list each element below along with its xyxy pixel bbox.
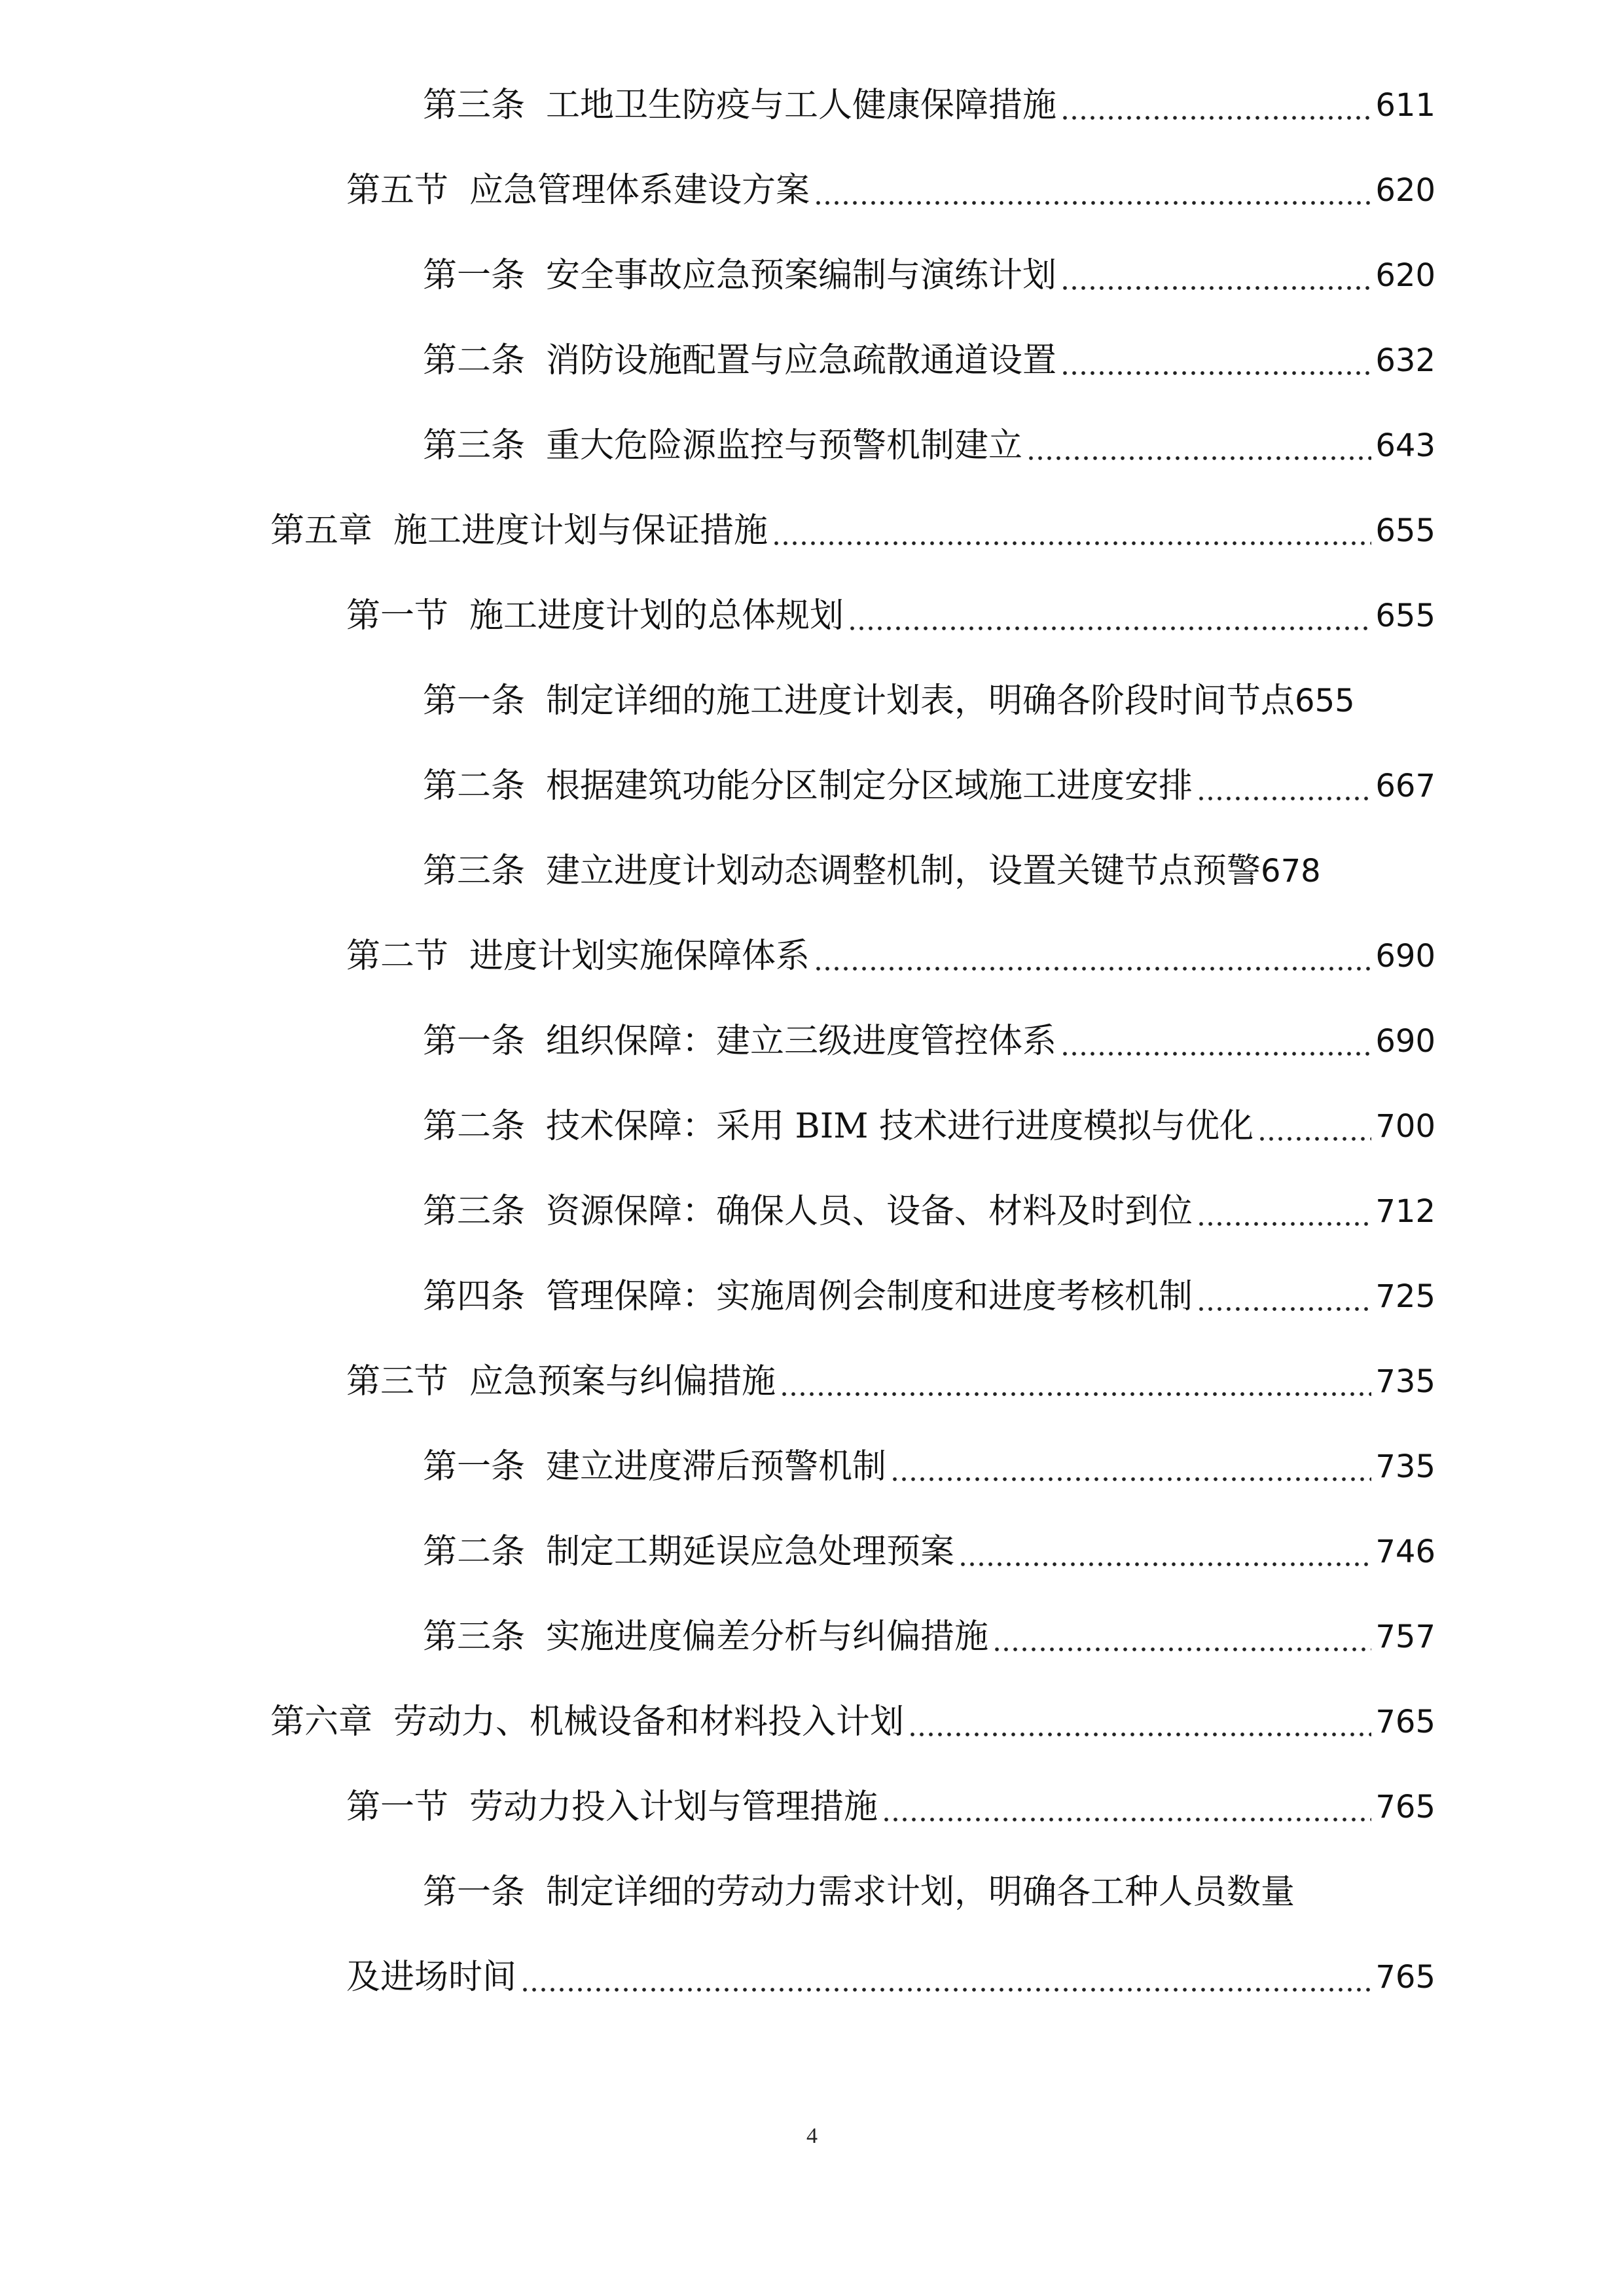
dot-leader (958, 1549, 1371, 1568)
toc-entry-label: 第一条 (423, 1022, 526, 1061)
toc-entry-label: 第一条 (423, 1447, 526, 1486)
toc-entry-label: 第一节 (346, 1787, 449, 1827)
toc-entry-label: 第三条 (423, 1617, 526, 1657)
toc-entry-page: 632 (1375, 342, 1435, 379)
dot-leader (772, 528, 1371, 547)
toc-entry[interactable] (423, 842, 1435, 901)
toc-entry-title: 安全事故应急预案编制与演练计划 (546, 256, 1057, 295)
toc-entry-title: 施工进度计划与保证措施 (393, 511, 768, 550)
toc-entry-title: 资源保障：确保人员、设备、材料及时到位 (546, 1192, 1193, 1231)
toc-entry-title: 消防设施配置与应急疏散通道设置 (546, 341, 1057, 380)
toc-entry[interactable] (423, 1267, 1435, 1326)
toc-entry-title: 建立进度计划动态调整机制，设置关键节点预警 (546, 852, 1261, 891)
toc-entry-title-continuation: 及进场时间 (346, 1958, 517, 1997)
toc-entry-label: 第一条 (423, 1873, 526, 1912)
dot-leader (1257, 1123, 1371, 1143)
toc-entry[interactable] (423, 1437, 1435, 1496)
dot-leader (1060, 1038, 1371, 1058)
toc-entry-page: 735 (1375, 1448, 1435, 1485)
toc-entry-page: 643 (1375, 427, 1435, 464)
toc-entry-label: 第三节 (346, 1362, 449, 1401)
toc-entry-label: 第五章 (270, 511, 373, 550)
toc-entry-label: 第三条 (423, 426, 526, 465)
dot-leader (882, 1804, 1371, 1823)
toc-entry[interactable] (346, 161, 1435, 220)
toc-entry-label: 第一节 (346, 596, 449, 636)
toc-entry[interactable] (423, 757, 1435, 816)
toc-entry[interactable] (423, 672, 1470, 730)
toc-entry-continuation[interactable] (346, 1948, 1435, 2007)
toc-entry-page: 735 (1375, 1363, 1435, 1400)
toc-entry-title: 施工进度计划的总体规划 (469, 596, 844, 636)
toc-entry-label: 第五节 (346, 171, 449, 210)
toc-entry-label: 第二条 (423, 1107, 526, 1146)
dot-leader (1026, 442, 1371, 462)
toc-entry-title: 劳动力、机械设备和材料投入计划 (393, 1702, 905, 1742)
toc-entry[interactable] (423, 1012, 1435, 1071)
dot-leader (992, 1634, 1371, 1653)
toc-entry-label: 第一条 (423, 256, 526, 295)
toc-entry-title: 重大危险源监控与预警机制建立 (546, 426, 1023, 465)
dot-leader (1197, 1208, 1371, 1228)
toc-entry-page: 700 (1375, 1108, 1435, 1145)
toc-entry-title: 制定工期延误应急处理预案 (546, 1532, 955, 1571)
toc-entry[interactable] (423, 331, 1435, 390)
toc-entry-label: 第四条 (423, 1277, 526, 1316)
dot-leader (1060, 357, 1371, 377)
toc-entry-page: 655 (1375, 598, 1435, 634)
toc-entry-page: 611 (1375, 87, 1435, 124)
toc-entry[interactable] (423, 1522, 1435, 1581)
toc-entry-page: 667 (1375, 768, 1435, 804)
toc-entry-label: 第三条 (423, 852, 526, 891)
toc-entry-title: 工地卫生防疫与工人健康保障措施 (546, 86, 1057, 125)
toc-entry-title: 制定详细的施工进度计划表，明确各阶段时间节点 (546, 681, 1295, 721)
toc-entry-page: 690 (1375, 1023, 1435, 1060)
toc-entry-title: 组织保障：建立三级进度管控体系 (546, 1022, 1057, 1061)
toc-entry-label: 第二条 (423, 766, 526, 806)
toc-entry-page: 757 (1375, 1619, 1435, 1655)
toc-entry[interactable] (346, 1778, 1435, 1837)
toc-entry-page: 690 (1375, 938, 1435, 975)
dot-leader (814, 953, 1371, 973)
toc-entry-title: 实施进度偏差分析与纠偏措施 (546, 1617, 989, 1657)
toc-entry[interactable] (423, 1863, 1295, 1922)
toc-entry-label: 第一条 (423, 681, 526, 721)
dot-leader (1197, 783, 1371, 802)
toc-entry-title: 制定详细的劳动力需求计划，明确各工种人员数量 (546, 1873, 1295, 1912)
dot-leader (1060, 272, 1371, 292)
toc-entry[interactable] (423, 416, 1435, 475)
toc-entry-page: 655 (1295, 683, 1355, 719)
toc-entry[interactable] (423, 246, 1435, 305)
toc-entry[interactable] (346, 1352, 1435, 1411)
dot-leader (848, 613, 1371, 632)
toc-entry-title: 根据建筑功能分区制定分区域施工进度安排 (546, 766, 1193, 806)
toc-entry-page: 678 (1261, 853, 1321, 889)
toc-entry[interactable] (423, 1607, 1435, 1666)
toc-entry-label: 第二条 (423, 341, 526, 380)
toc-entry-title: 应急预案与纠偏措施 (469, 1362, 776, 1401)
dot-leader (520, 1974, 1371, 1994)
toc-entry-page: 655 (1375, 512, 1435, 549)
dot-leader (1197, 1293, 1371, 1313)
toc-entry[interactable] (423, 1097, 1435, 1156)
toc-entry-page: 725 (1375, 1278, 1435, 1315)
toc-entry-label: 第三条 (423, 86, 526, 125)
toc-entry-label: 第六章 (270, 1702, 373, 1742)
page-number: 4 (806, 2124, 818, 2148)
toc-entry-label: 第二条 (423, 1532, 526, 1571)
toc-entry-title: 建立进度滞后预警机制 (546, 1447, 887, 1486)
toc-entry-page: 746 (1375, 1534, 1435, 1570)
dot-leader (908, 1719, 1371, 1738)
toc-entry-label: 第二节 (346, 937, 449, 976)
toc-entry-title: 应急管理体系建设方案 (469, 171, 810, 210)
dot-leader (780, 1378, 1371, 1398)
toc-entry[interactable] (346, 927, 1435, 986)
toc-entry[interactable] (423, 76, 1435, 135)
toc-entry[interactable] (270, 1693, 1435, 1751)
toc-entry-page: 620 (1375, 172, 1435, 209)
dot-leader (814, 187, 1371, 207)
toc-entry-title: 管理保障：实施周例会制度和进度考核机制 (546, 1277, 1193, 1316)
toc-entry-title: 进度计划实施保障体系 (469, 937, 810, 976)
toc-entry-page: 712 (1375, 1193, 1435, 1230)
toc-entry-label: 第三条 (423, 1192, 526, 1231)
toc-entry[interactable] (346, 586, 1435, 645)
toc-entry-page: 765 (1375, 1789, 1435, 1825)
toc-entry-title: 技术保障：采用 BIM 技术进行进度模拟与优化 (546, 1107, 1254, 1146)
toc-entry[interactable] (423, 1182, 1435, 1241)
dot-leader (1060, 102, 1371, 122)
toc-entry-title: 劳动力投入计划与管理措施 (469, 1787, 878, 1827)
dot-leader (890, 1463, 1371, 1483)
toc-entry[interactable] (270, 501, 1435, 560)
toc-entry-page: 620 (1375, 257, 1435, 294)
toc-entry-page: 765 (1375, 1704, 1435, 1740)
toc-entry-page: 765 (1375, 1959, 1435, 1996)
